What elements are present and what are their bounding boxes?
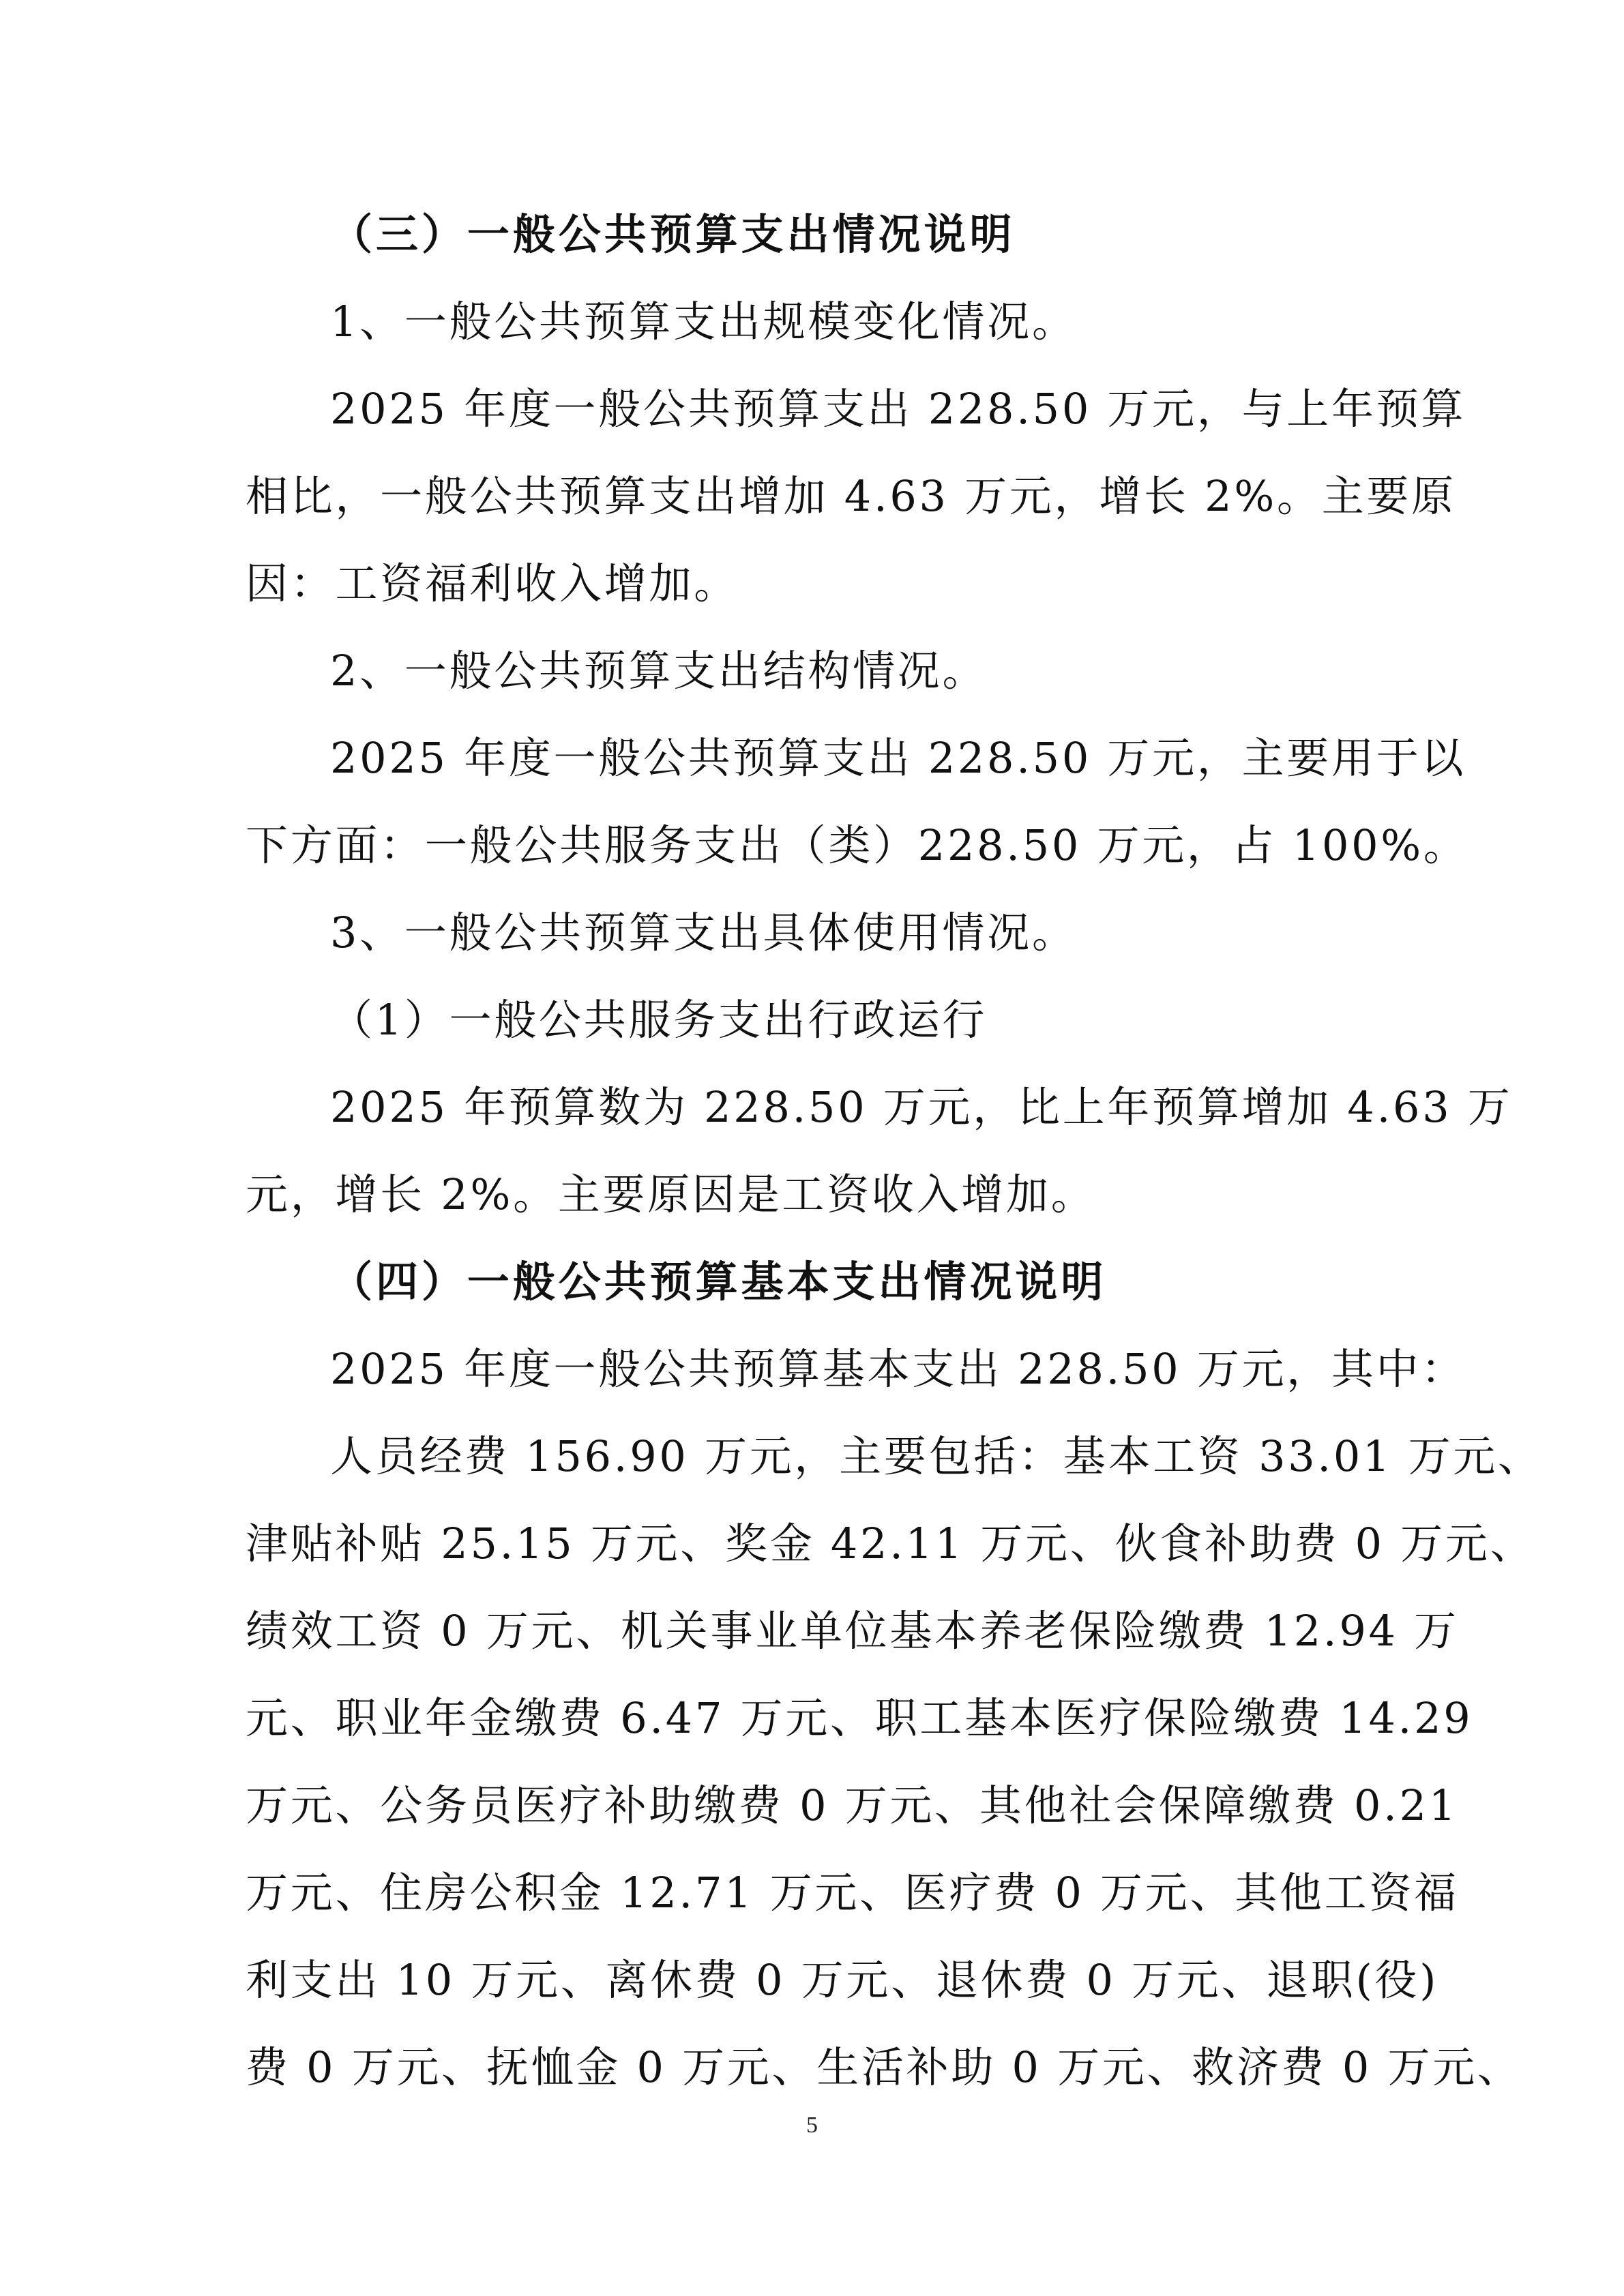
personnel-costs-line: 津贴补贴 25.15 万元、奖金 42.11 万元、伙食补助费 0 万元、 bbox=[246, 1519, 1535, 1568]
item1-heading: 1、一般公共预算支出规模变化情况。 bbox=[330, 297, 1077, 346]
item1-para-line: 因：工资福利收入增加。 bbox=[246, 558, 739, 608]
item3-subheading: （1）一般公共服务支出行政运行 bbox=[330, 995, 988, 1045]
item3-para-line: 元，增长 2%。主要原因是工资收入增加。 bbox=[246, 1169, 1096, 1219]
personnel-costs-line: 利支出 10 万元、离休费 0 万元、退休费 0 万元、退职(役) bbox=[246, 1955, 1439, 2005]
item2-heading: 2、一般公共预算支出结构情况。 bbox=[330, 646, 988, 696]
section4-intro: 2025 年度一般公共预算基本支出 228.50 万元，其中： bbox=[330, 1344, 1466, 1394]
section4-heading: （四）一般公共预算基本支出情况说明 bbox=[330, 1257, 1107, 1307]
personnel-costs-line: 万元、住房公积金 12.71 万元、医疗费 0 万元、其他工资福 bbox=[246, 1868, 1459, 1918]
personnel-costs-line: 人员经费 156.90 万元，主要包括：基本工资 33.01 万元、 bbox=[330, 1431, 1543, 1481]
item2-para-line: 2025 年度一般公共预算支出 228.50 万元，主要用于以 bbox=[330, 733, 1466, 783]
item3-para-line: 2025 年预算数为 228.50 万元，比上年预算增加 4.63 万 bbox=[330, 1082, 1513, 1132]
personnel-costs-line: 绩效工资 0 万元、机关事业单位基本养老保险缴费 12.94 万 bbox=[246, 1606, 1459, 1656]
page-number: 5 bbox=[806, 2113, 818, 2138]
item2-para-line: 下方面：一般公共服务支出（类）228.50 万元，占 100%。 bbox=[246, 820, 1468, 870]
item1-para-line: 2025 年度一般公共预算支出 228.50 万元，与上年预算 bbox=[330, 384, 1466, 434]
item3-heading: 3、一般公共预算支出具体使用情况。 bbox=[330, 908, 1077, 957]
personnel-costs-line: 费 0 万元、抚恤金 0 万元、生活补助 0 万元、救济费 0 万元、 bbox=[246, 2042, 1522, 2092]
page-body bbox=[246, 191, 1543, 2111]
personnel-costs-line: 万元、公务员医疗补助缴费 0 万元、其他社会保障缴费 0.21 bbox=[246, 1780, 1458, 1830]
item1-para-line: 相比，一般公共预算支出增加 4.63 万元，增长 2%。主要原 bbox=[246, 471, 1456, 521]
personnel-costs-line: 元、职业年金缴费 6.47 万元、职工基本医疗保险缴费 14.29 bbox=[246, 1693, 1473, 1743]
section3-heading: （三）一般公共预算支出情况说明 bbox=[330, 209, 1016, 259]
